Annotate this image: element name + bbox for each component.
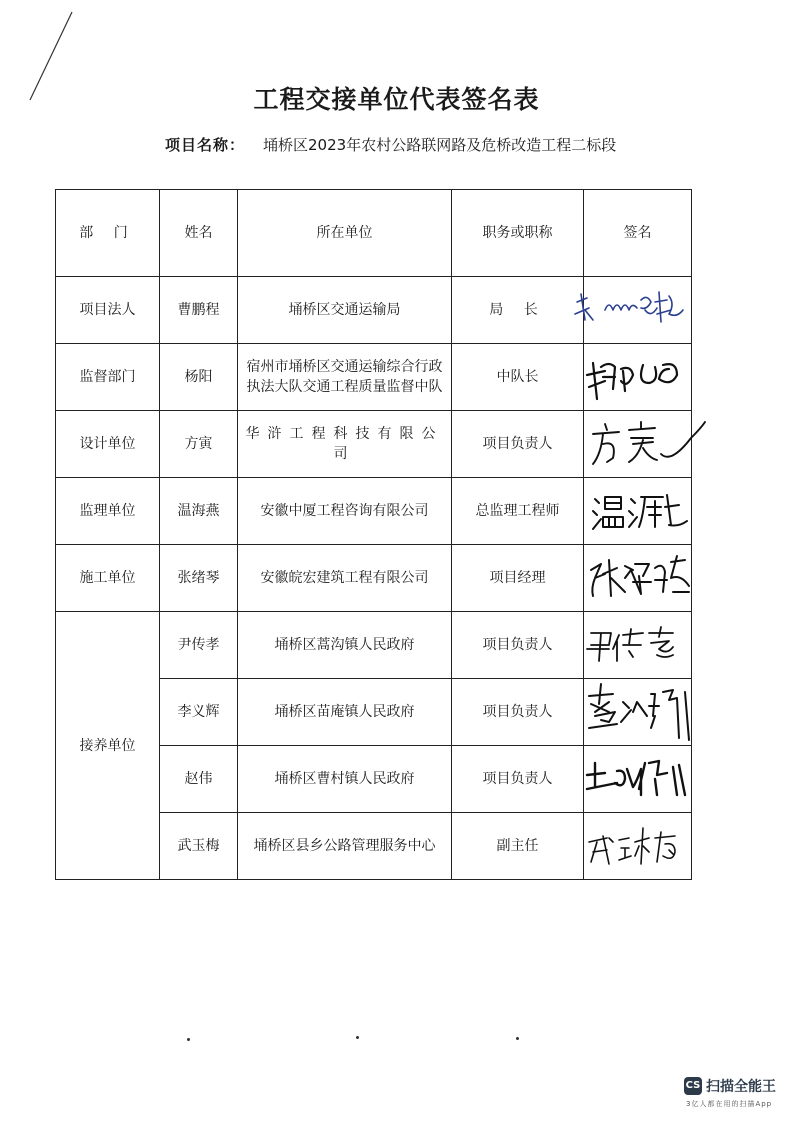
handwritten-signature xyxy=(585,280,691,340)
unit-cell: 埇桥区曹村镇人民政府 xyxy=(238,746,452,813)
unit-cell: 安徽中厦工程咨询有限公司 xyxy=(238,478,452,545)
unit-cell: 埇桥区县乡公路管理服务中心 xyxy=(238,813,452,880)
signature-cell xyxy=(584,411,692,478)
header-signature: 签名 xyxy=(584,190,692,277)
title-cell: 项目负责人 xyxy=(452,679,584,746)
dept-cell: 监督部门 xyxy=(56,344,160,411)
table-row xyxy=(56,411,692,478)
signature-cell xyxy=(584,344,692,411)
header-dept: 部 门 xyxy=(56,190,160,277)
header-title: 职务或职称 xyxy=(452,190,584,277)
table-row xyxy=(56,545,692,612)
name-cell: 赵伟 xyxy=(160,746,238,813)
table-header-row xyxy=(56,190,692,277)
name-cell: 曹鹏程 xyxy=(160,277,238,344)
header-unit: 所在单位 xyxy=(238,190,452,277)
title-cell: 总监理工程师 xyxy=(452,478,584,545)
project-name-line xyxy=(165,134,616,155)
name-cell: 李义辉 xyxy=(160,679,238,746)
unit-cell xyxy=(238,344,452,411)
signature-cell xyxy=(584,277,692,344)
camscanner-logo-icon: CS xyxy=(684,1077,702,1095)
handwritten-signature xyxy=(585,481,691,541)
table-row xyxy=(56,277,692,344)
watermark-brand: 扫描全能王 xyxy=(706,1079,776,1095)
handwritten-signature xyxy=(585,548,691,608)
handwritten-signature xyxy=(585,816,691,876)
project-name-value: 埇桥区2023年农村公路联网路及危桥改造工程二标段 xyxy=(263,136,617,154)
signature-table xyxy=(55,189,692,880)
page-title: 工程交接单位代表签名表 xyxy=(253,85,540,114)
signature-cell xyxy=(584,679,692,746)
signature-cell xyxy=(584,813,692,880)
project-name-label: 项目名称： xyxy=(165,136,246,154)
unit-line-1: 宿州市埇桥区交通运输综合行政 xyxy=(246,359,443,375)
title-cell: 中队长 xyxy=(452,344,584,411)
unit-cell: 安徽皖宏建筑工程有限公司 xyxy=(238,545,452,612)
handwritten-signature xyxy=(585,615,691,675)
title-cell: 项目负责人 xyxy=(452,612,584,679)
signature-cell xyxy=(584,545,692,612)
handwritten-signature xyxy=(585,682,691,742)
handwritten-signature xyxy=(585,749,691,809)
title-cell: 副主任 xyxy=(452,813,584,880)
unit-cell: 埇桥区蒿沟镇人民政府 xyxy=(238,612,452,679)
name-cell: 温海燕 xyxy=(160,478,238,545)
unit-cell: 埇桥区苗庵镇人民政府 xyxy=(238,679,452,746)
dept-cell: 施工单位 xyxy=(56,545,160,612)
watermark-slogan: 3亿人都在用的扫描App xyxy=(686,1100,773,1108)
name-cell: 方寅 xyxy=(160,411,238,478)
handwritten-signature xyxy=(585,414,691,474)
scan-speck xyxy=(516,1037,519,1040)
dept-cell: 监理单位 xyxy=(56,478,160,545)
dept-cell: 设计单位 xyxy=(56,411,160,478)
signature-cell xyxy=(584,746,692,813)
name-cell: 尹传孝 xyxy=(160,612,238,679)
unit-cell: 埇桥区交通运输局 xyxy=(238,277,452,344)
title-cell: 项目负责人 xyxy=(452,746,584,813)
table-row xyxy=(56,612,692,679)
scanner-watermark xyxy=(684,1075,784,1115)
signature-cell xyxy=(584,478,692,545)
header-name: 姓名 xyxy=(160,190,238,277)
dept-cell: 接养单位 xyxy=(56,612,160,880)
scan-speck xyxy=(356,1036,359,1039)
name-cell: 武玉梅 xyxy=(160,813,238,880)
signature-cell xyxy=(584,612,692,679)
title-cell: 项目经理 xyxy=(452,545,584,612)
table-row xyxy=(56,344,692,411)
table-row xyxy=(56,478,692,545)
scan-speck xyxy=(187,1038,190,1041)
handwritten-signature xyxy=(585,347,691,407)
title-cell: 局 长 xyxy=(452,277,584,344)
title-cell: 项目负责人 xyxy=(452,411,584,478)
unit-cell: 华浒工程科技有限公司 xyxy=(238,411,452,478)
name-cell: 张绪琴 xyxy=(160,545,238,612)
unit-line-2: 执法大队交通工程质量监督中队 xyxy=(246,379,443,395)
dept-cell: 项目法人 xyxy=(56,277,160,344)
name-cell: 杨阳 xyxy=(160,344,238,411)
